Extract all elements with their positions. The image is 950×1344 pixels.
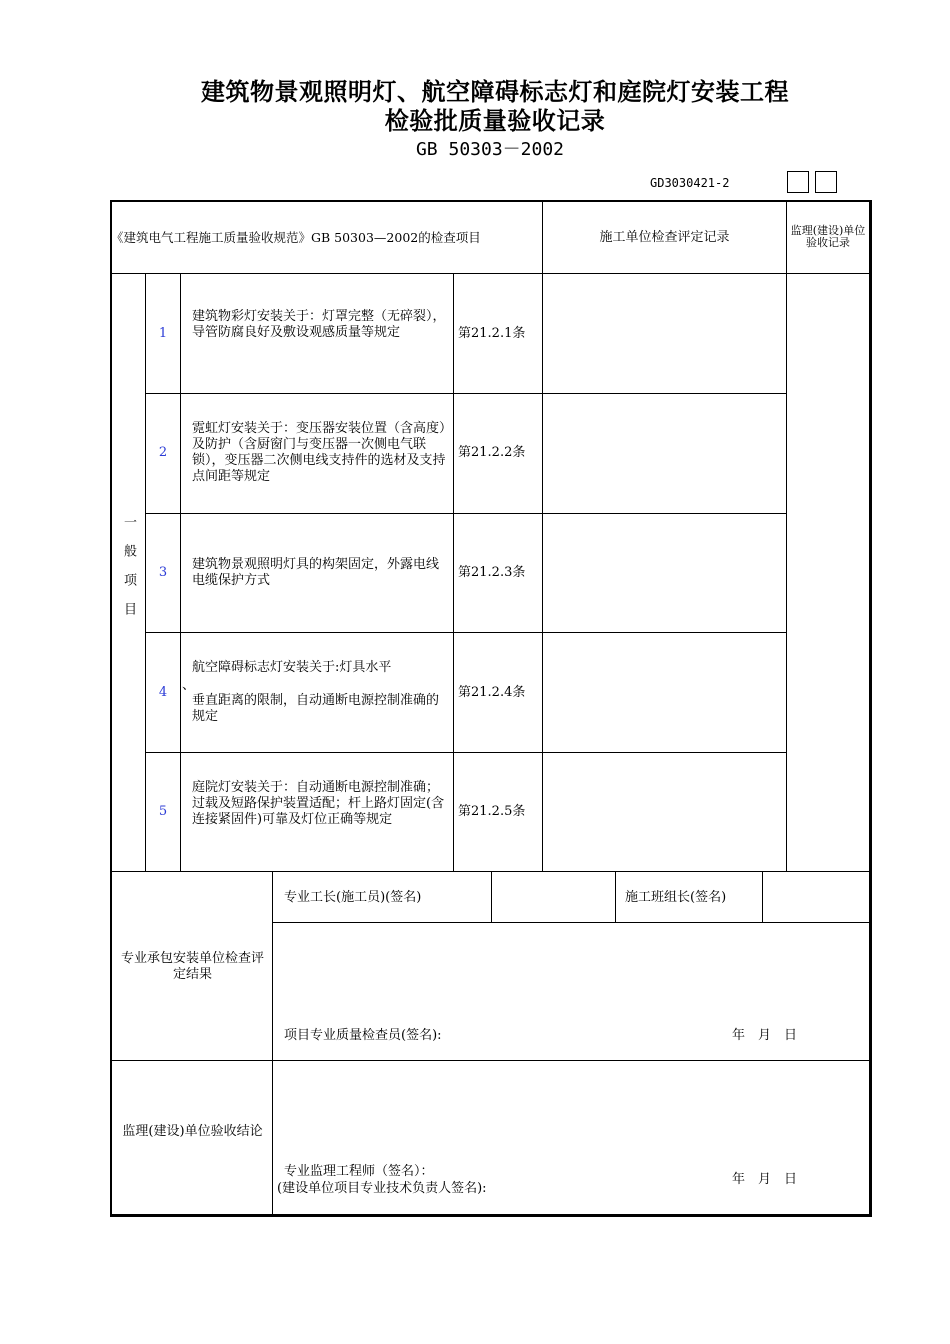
contractor-label: 专业承包安装单位检查评定结果 xyxy=(120,951,264,982)
item-clause: 第21.2.1条 xyxy=(458,326,526,341)
item-description: 建筑物彩灯安装关于：灯罩完整（无碎裂），导管防腐良好及敷设观感质量等规定 xyxy=(192,309,446,340)
item-number: 3 xyxy=(158,565,168,580)
item-construction-record-cell[interactable] xyxy=(543,633,786,752)
item-construction-record-cell[interactable] xyxy=(543,394,786,513)
standard-code: GB 50303－2002 xyxy=(415,139,565,160)
item-description-line1: 航空障碍标志灯安装关于:灯具水平 xyxy=(192,660,392,675)
item-construction-record-cell[interactable] xyxy=(543,753,786,871)
supervision-record-cell[interactable] xyxy=(787,274,869,871)
item-description: 建筑物景观照明灯具的构架固定，外露电线电缆保护方式 xyxy=(192,557,440,588)
form-code-box-2[interactable] xyxy=(815,171,837,193)
item-clause: 第21.2.5条 xyxy=(458,804,526,819)
item-number: 5 xyxy=(158,804,168,819)
header-check-items: 《建筑电气工程施工质量验收规范》GB 50303—2002的检查项目 xyxy=(111,230,481,245)
engineer-label: 专业监理工程师（签名）： xyxy=(284,1164,434,1179)
item-number: 1 xyxy=(158,326,168,341)
item-clause: 第21.2.3条 xyxy=(458,565,526,580)
foreman-signature-field[interactable] xyxy=(492,872,615,922)
item-clause: 第21.2.2条 xyxy=(458,445,526,460)
contractor-date: 年 月 日 xyxy=(732,1028,798,1043)
group-label: 一般项目 xyxy=(121,515,136,631)
inspector-label: 项目专业质量检查员(签名): xyxy=(284,1028,442,1043)
foreman-label: 专业工长(施工员)(签名) xyxy=(284,890,422,905)
team-leader-signature-field[interactable] xyxy=(763,872,869,922)
form-code: GD3030421-2 xyxy=(650,176,730,190)
header-supervision-record: 监理(建设)单位验收记录 xyxy=(790,224,866,249)
item-description-mark: 、 xyxy=(182,678,196,693)
supervision-label: 监理(建设)单位验收结论 xyxy=(122,1124,263,1139)
item-construction-record-cell[interactable] xyxy=(543,514,786,632)
item-description: 霓虹灯安装关于：变压器安装位置（含高度）及防护（含厨窗门与变压器一次侧电气联锁），变压器二次侧电线支持件的选材及支持点间距等规定 xyxy=(192,421,446,484)
item-construction-record-cell[interactable] xyxy=(543,274,786,393)
owner-rep-label: (建设单位项目专业技术负责人签名): xyxy=(277,1181,487,1196)
item-number: 4 xyxy=(158,685,168,700)
header-construction-record: 施工单位检查评定记录 xyxy=(599,230,730,245)
item-description-line2: 垂直距离的限制，自动通断电源控制准确的规定 xyxy=(192,693,440,724)
item-number: 2 xyxy=(158,445,168,460)
page-subtitle: 检验批质量验收记录 xyxy=(384,107,606,135)
item-description: 庭院灯安装关于：自动通断电源控制准确；过载及短路保护装置适配；杆上路灯固定(含连接紧固件)可靠及灯位正确等规定 xyxy=(192,780,445,827)
page-title: 建筑物景观照明灯、航空障碍标志灯和庭院灯安装工程 xyxy=(201,78,789,106)
supervision-date: 年 月 日 xyxy=(732,1172,798,1187)
team-leader-label: 施工班组长(签名) xyxy=(625,890,727,905)
form-code-box-1[interactable] xyxy=(787,171,809,193)
item-clause: 第21.2.4条 xyxy=(458,685,526,700)
